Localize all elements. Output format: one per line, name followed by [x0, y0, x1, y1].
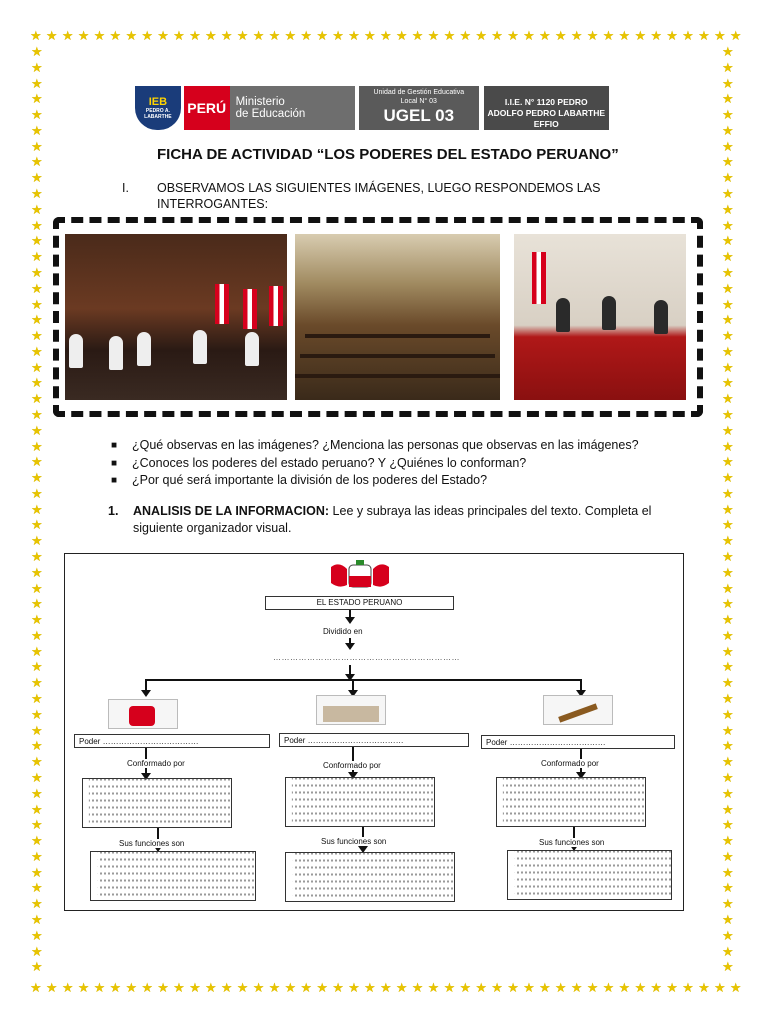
bullet-icon: ■: [111, 457, 118, 469]
answer-box[interactable]: [285, 777, 435, 827]
star-icon: ★: [300, 28, 313, 43]
star-icon: ★: [173, 28, 185, 43]
star-icon: ★: [634, 28, 647, 43]
star-icon: ★: [204, 28, 217, 43]
star-icon: ★: [666, 28, 678, 43]
person-figure: [69, 334, 83, 368]
ministry-line2: de Educación: [235, 108, 306, 120]
star-icon: ★: [650, 28, 662, 43]
star-icon: ★: [93, 980, 106, 995]
formed-label: Conformado por: [127, 759, 185, 768]
star-border-right: [722, 45, 736, 975]
star-icon: ★: [220, 28, 233, 43]
star-icon: ★: [31, 438, 43, 454]
star-icon: ★: [722, 170, 734, 186]
analysis-heading: ANALISIS DE LA INFORMACION:: [133, 504, 330, 518]
person-figure: [193, 330, 207, 364]
star-icon: ★: [507, 28, 519, 43]
star-icon: ★: [722, 643, 734, 659]
star-icon: ★: [31, 943, 43, 959]
star-icon: ★: [31, 596, 43, 612]
star-icon: ★: [31, 249, 43, 265]
star-icon: ★: [523, 28, 535, 43]
star-icon: ★: [31, 217, 43, 233]
school-line2: ADOLFO PEDRO LABARTHE EFFIO: [487, 108, 606, 129]
power-name-field: Poder ………………………………: [279, 733, 469, 747]
power-name-field: Poder ………………………………: [74, 734, 270, 748]
star-icon: ★: [31, 296, 43, 312]
star-icon: ★: [31, 280, 43, 296]
star-icon: ★: [722, 107, 734, 123]
analysis-number: 1.: [108, 504, 119, 518]
ugel-title: UGEL 03: [383, 106, 455, 125]
star-icon: ★: [141, 980, 153, 995]
star-icon: ★: [722, 833, 734, 849]
star-icon: ★: [554, 28, 567, 43]
star-icon: ★: [698, 980, 710, 995]
star-icon: ★: [722, 438, 734, 454]
star-icon: ★: [722, 422, 734, 438]
arrow-down-icon: [580, 679, 582, 695]
photo-executive-meeting: [65, 234, 287, 400]
star-icon: ★: [666, 980, 678, 995]
star-icon: ★: [173, 980, 185, 995]
star-icon: ★: [722, 264, 734, 280]
star-icon: ★: [379, 980, 392, 995]
star-icon: ★: [491, 980, 503, 995]
star-icon: ★: [722, 533, 734, 549]
star-icon: ★: [31, 186, 43, 202]
star-icon: ★: [729, 28, 742, 43]
star-icon: ★: [722, 785, 734, 801]
star-icon: ★: [570, 980, 583, 995]
star-icon: ★: [722, 154, 734, 170]
star-icon: ★: [204, 980, 217, 995]
star-icon: ★: [31, 691, 43, 707]
star-icon: ★: [316, 28, 328, 43]
arrow-down-icon: [352, 679, 354, 695]
star-icon: ★: [602, 28, 615, 43]
star-icon: ★: [220, 980, 233, 995]
star-icon: ★: [722, 943, 734, 959]
star-icon: ★: [31, 122, 43, 138]
school-crest: [135, 86, 181, 130]
star-icon: ★: [379, 28, 392, 43]
star-icon: ★: [45, 28, 58, 43]
star-icon: ★: [618, 980, 631, 995]
header-logos: [135, 86, 609, 130]
star-icon: ★: [722, 627, 734, 643]
crest-name: PEDRO A. LABARTHE: [144, 108, 172, 120]
star-icon: ★: [31, 233, 43, 249]
star-icon: ★: [31, 501, 43, 517]
star-icon: ★: [722, 217, 734, 233]
star-icon: ★: [722, 801, 734, 817]
star-icon: ★: [443, 980, 456, 995]
star-icon: ★: [31, 643, 43, 659]
star-icon: ★: [348, 28, 360, 43]
star-icon: ★: [411, 28, 424, 43]
star-icon: ★: [722, 44, 734, 59]
person-figure: [109, 336, 123, 370]
star-icon: ★: [31, 833, 43, 849]
peru-text: PERÚ: [187, 100, 227, 116]
root-node: EL ESTADO PERUANO: [265, 596, 454, 610]
star-icon: ★: [722, 675, 734, 691]
visual-organizer: [64, 553, 684, 911]
star-icon: ★: [31, 44, 43, 59]
photo-judicial-panel: [514, 234, 686, 400]
star-icon: ★: [31, 312, 43, 328]
star-icon: ★: [348, 980, 360, 995]
arrow-down-icon: [145, 679, 147, 695]
star-icon: ★: [31, 959, 43, 975]
star-icon: ★: [31, 675, 43, 691]
answer-box[interactable]: [507, 850, 672, 900]
star-icon: ★: [189, 28, 201, 43]
arrow-down-icon: [349, 638, 351, 648]
bullet-icon: ■: [111, 475, 118, 486]
star-icon: ★: [722, 754, 734, 770]
star-icon: ★: [189, 980, 201, 995]
star-icon: ★: [722, 391, 734, 407]
star-icon: ★: [722, 343, 734, 359]
star-icon: ★: [77, 980, 90, 995]
ugel-line2: Local N° 03: [400, 98, 437, 105]
star-icon: ★: [252, 980, 265, 995]
star-icon: ★: [682, 28, 694, 43]
star-icon: ★: [109, 980, 122, 995]
functions-label: Sus funciones son: [321, 837, 387, 846]
peru-flag-icon: [532, 252, 546, 304]
star-icon: ★: [411, 980, 424, 995]
star-icon: ★: [236, 28, 249, 43]
page-title: FICHA DE ACTIVIDAD “LOS PODERES DEL ESTADO PERUANO”: [157, 146, 619, 163]
peru-flag-icon: [215, 284, 229, 324]
question-text: ¿Por qué será importante la división de los poderes del Estado?: [132, 473, 488, 487]
star-icon: ★: [125, 980, 138, 995]
star-icon: ★: [427, 28, 440, 43]
star-icon: ★: [31, 801, 43, 817]
star-icon: ★: [31, 391, 43, 407]
star-icon: ★: [31, 343, 43, 359]
star-icon: ★: [459, 28, 472, 43]
star-icon: ★: [31, 754, 43, 770]
star-icon: ★: [30, 28, 42, 43]
star-icon: ★: [722, 280, 734, 296]
star-icon: ★: [722, 549, 734, 564]
star-icon: ★: [31, 706, 43, 722]
star-icon: ★: [61, 980, 74, 995]
star-icon: ★: [722, 817, 734, 833]
star-icon: ★: [31, 154, 43, 170]
photo-congress-hall: [295, 234, 500, 400]
star-icon: ★: [31, 454, 43, 470]
star-icon: ★: [586, 980, 599, 995]
star-icon: ★: [722, 470, 734, 486]
person-figure: [556, 298, 570, 332]
star-icon: ★: [722, 138, 734, 154]
star-icon: ★: [722, 485, 734, 501]
answer-box[interactable]: [496, 777, 646, 827]
school-line1: I.I.E. N° 1120 PEDRO: [504, 97, 588, 107]
star-icon: ★: [722, 375, 734, 391]
star-icon: ★: [93, 28, 106, 43]
list-item: [111, 437, 639, 455]
question-text: ¿Conoces los poderes del estado peruano? Y ¿Quiénes lo conforman?: [132, 455, 527, 470]
star-icon: ★: [77, 28, 90, 43]
section-text: OBSERVAMOS LAS SIGUIENTES IMÁGENES, LUEGO RESPONDEMOS LAS INTERROGANTES:: [157, 181, 601, 211]
seat-row: [295, 374, 500, 378]
star-icon: ★: [722, 580, 734, 596]
star-icon: ★: [722, 659, 734, 675]
star-icon: ★: [31, 769, 43, 785]
analysis-instruction: [108, 503, 668, 537]
star-icon: ★: [31, 375, 43, 391]
star-icon: ★: [722, 691, 734, 707]
star-icon: ★: [427, 980, 440, 995]
star-icon: ★: [722, 328, 734, 344]
star-icon: ★: [395, 980, 408, 995]
star-icon: ★: [491, 28, 503, 43]
star-icon: ★: [602, 980, 615, 995]
star-icon: ★: [722, 722, 734, 738]
star-icon: ★: [713, 980, 726, 995]
connector-line: [349, 665, 351, 679]
star-icon: ★: [31, 406, 43, 422]
star-icon: ★: [364, 980, 376, 995]
star-icon: ★: [157, 980, 169, 995]
crest-initials: IEB: [148, 96, 168, 108]
person-figure: [245, 332, 259, 366]
answer-box[interactable]: [82, 778, 232, 828]
star-icon: ★: [722, 75, 734, 91]
star-icon: ★: [125, 28, 138, 43]
star-icon: ★: [713, 28, 726, 43]
star-icon: ★: [722, 706, 734, 722]
star-icon: ★: [507, 980, 519, 995]
star-icon: ★: [31, 107, 43, 123]
formed-label: Conformado por: [323, 761, 381, 770]
peru-flag-icon: [269, 286, 283, 326]
divided-label: Dividido en: [323, 627, 363, 636]
star-icon: ★: [284, 980, 297, 995]
star-icon: ★: [722, 186, 734, 202]
star-icon: ★: [443, 28, 456, 43]
star-icon: ★: [31, 359, 43, 375]
star-icon: ★: [722, 454, 734, 470]
star-icon: ★: [31, 722, 43, 738]
star-icon: ★: [31, 880, 43, 896]
star-icon: ★: [31, 533, 43, 549]
power-name-field: Poder ………………………………: [481, 735, 675, 749]
congress-building-icon: [316, 695, 386, 725]
star-icon: ★: [722, 312, 734, 328]
star-icon: ★: [31, 627, 43, 643]
star-icon: ★: [31, 485, 43, 501]
star-icon: ★: [722, 59, 734, 75]
star-icon: ★: [722, 233, 734, 249]
peru-logo: [184, 86, 230, 130]
seat-row: [305, 334, 490, 338]
star-icon: ★: [31, 549, 43, 564]
star-icon: ★: [236, 980, 249, 995]
star-icon: ★: [475, 28, 488, 43]
star-icon: ★: [722, 296, 734, 312]
executive-illustration-icon: [108, 699, 178, 729]
star-icon: ★: [722, 501, 734, 517]
star-icon: ★: [316, 980, 328, 995]
star-icon: ★: [364, 28, 376, 43]
star-icon: ★: [475, 980, 488, 995]
branch-line: [145, 679, 582, 681]
star-icon: ★: [31, 328, 43, 344]
star-icon: ★: [523, 980, 535, 995]
star-border-bottom: [30, 981, 742, 995]
star-icon: ★: [729, 980, 742, 995]
star-icon: ★: [722, 864, 734, 880]
seat-row: [300, 354, 495, 358]
section-number: I.: [122, 181, 129, 195]
star-icon: ★: [634, 980, 647, 995]
list-item: [111, 455, 639, 473]
answer-box[interactable]: [285, 852, 455, 902]
star-icon: ★: [109, 28, 122, 43]
gavel-icon: [543, 695, 613, 725]
star-icon: ★: [31, 470, 43, 486]
person-figure: [602, 296, 616, 330]
list-item: [111, 472, 639, 490]
star-icon: ★: [722, 880, 734, 896]
ministry-logo: [230, 86, 355, 130]
star-icon: ★: [586, 28, 599, 43]
star-icon: ★: [30, 980, 42, 995]
star-icon: ★: [31, 264, 43, 280]
analysis-text: Lee y subraya las ideas principales del texto. Completa el siguiente organizador visual.: [133, 504, 652, 535]
star-icon: ★: [31, 785, 43, 801]
bullet-icon: ■: [111, 440, 118, 451]
functions-label: Sus funciones son: [539, 838, 605, 847]
star-icon: ★: [31, 138, 43, 154]
star-icon: ★: [722, 896, 734, 912]
star-icon: ★: [31, 911, 43, 927]
answer-blank: …………………………………………………………: [273, 653, 460, 662]
star-icon: ★: [31, 896, 43, 912]
star-icon: ★: [31, 817, 43, 833]
star-icon: ★: [157, 28, 169, 43]
star-icon: ★: [722, 848, 734, 864]
star-icon: ★: [252, 28, 265, 43]
arrow-down-icon: [349, 610, 351, 622]
star-icon: ★: [722, 612, 734, 628]
star-icon: ★: [722, 911, 734, 927]
formed-label: Conformado por: [541, 759, 599, 768]
star-icon: ★: [722, 406, 734, 422]
star-icon: ★: [722, 769, 734, 785]
star-icon: ★: [722, 249, 734, 265]
star-icon: ★: [618, 28, 631, 43]
star-icon: ★: [539, 980, 551, 995]
school-name-block: [484, 86, 609, 130]
peru-flag-icon: [243, 289, 257, 329]
ugel-logo: [359, 86, 478, 130]
star-icon: ★: [31, 612, 43, 628]
star-icon: ★: [722, 359, 734, 375]
star-icon: ★: [268, 980, 281, 995]
star-icon: ★: [284, 28, 297, 43]
star-icon: ★: [61, 28, 74, 43]
ugel-line1: Unidad de Gestión Educativa: [373, 89, 465, 96]
star-icon: ★: [31, 927, 43, 943]
star-icon: ★: [722, 517, 734, 533]
star-icon: ★: [141, 28, 153, 43]
star-border-left: [31, 45, 45, 975]
star-icon: ★: [698, 28, 710, 43]
star-icon: ★: [31, 580, 43, 596]
star-icon: ★: [722, 564, 734, 580]
person-figure: [137, 332, 151, 366]
star-icon: ★: [45, 980, 58, 995]
star-icon: ★: [332, 28, 344, 43]
star-icon: ★: [722, 927, 734, 943]
person-figure: [654, 300, 668, 334]
star-icon: ★: [539, 28, 551, 43]
star-icon: ★: [31, 91, 43, 107]
star-icon: ★: [554, 980, 567, 995]
star-icon: ★: [722, 201, 734, 217]
star-icon: ★: [31, 848, 43, 864]
question-text: ¿Qué observas en las imágenes? ¿Menciona las personas que observas en las imágenes?: [132, 438, 639, 452]
star-icon: ★: [300, 980, 313, 995]
star-icon: ★: [31, 170, 43, 186]
star-icon: ★: [570, 28, 583, 43]
star-icon: ★: [31, 517, 43, 533]
star-icon: ★: [722, 738, 734, 754]
functions-label: Sus funciones son: [119, 839, 185, 848]
peru-coat-of-arms-icon: [329, 559, 391, 591]
star-icon: ★: [722, 959, 734, 975]
star-icon: ★: [31, 564, 43, 580]
star-icon: ★: [31, 659, 43, 675]
star-icon: ★: [31, 59, 43, 75]
star-icon: ★: [722, 122, 734, 138]
star-icon: ★: [459, 980, 472, 995]
star-icon: ★: [332, 980, 344, 995]
star-icon: ★: [722, 596, 734, 612]
answer-box[interactable]: [90, 851, 256, 901]
star-icon: ★: [682, 980, 694, 995]
star-icon: ★: [395, 28, 408, 43]
star-icon: ★: [722, 91, 734, 107]
star-icon: ★: [31, 422, 43, 438]
star-icon: ★: [650, 980, 662, 995]
ministry-line1: Ministerio: [235, 96, 285, 108]
star-icon: ★: [31, 738, 43, 754]
star-icon: ★: [31, 75, 43, 91]
question-list: [111, 437, 639, 490]
star-icon: ★: [31, 864, 43, 880]
star-border-top: [30, 29, 742, 43]
star-icon: ★: [31, 201, 43, 217]
star-icon: ★: [268, 28, 281, 43]
